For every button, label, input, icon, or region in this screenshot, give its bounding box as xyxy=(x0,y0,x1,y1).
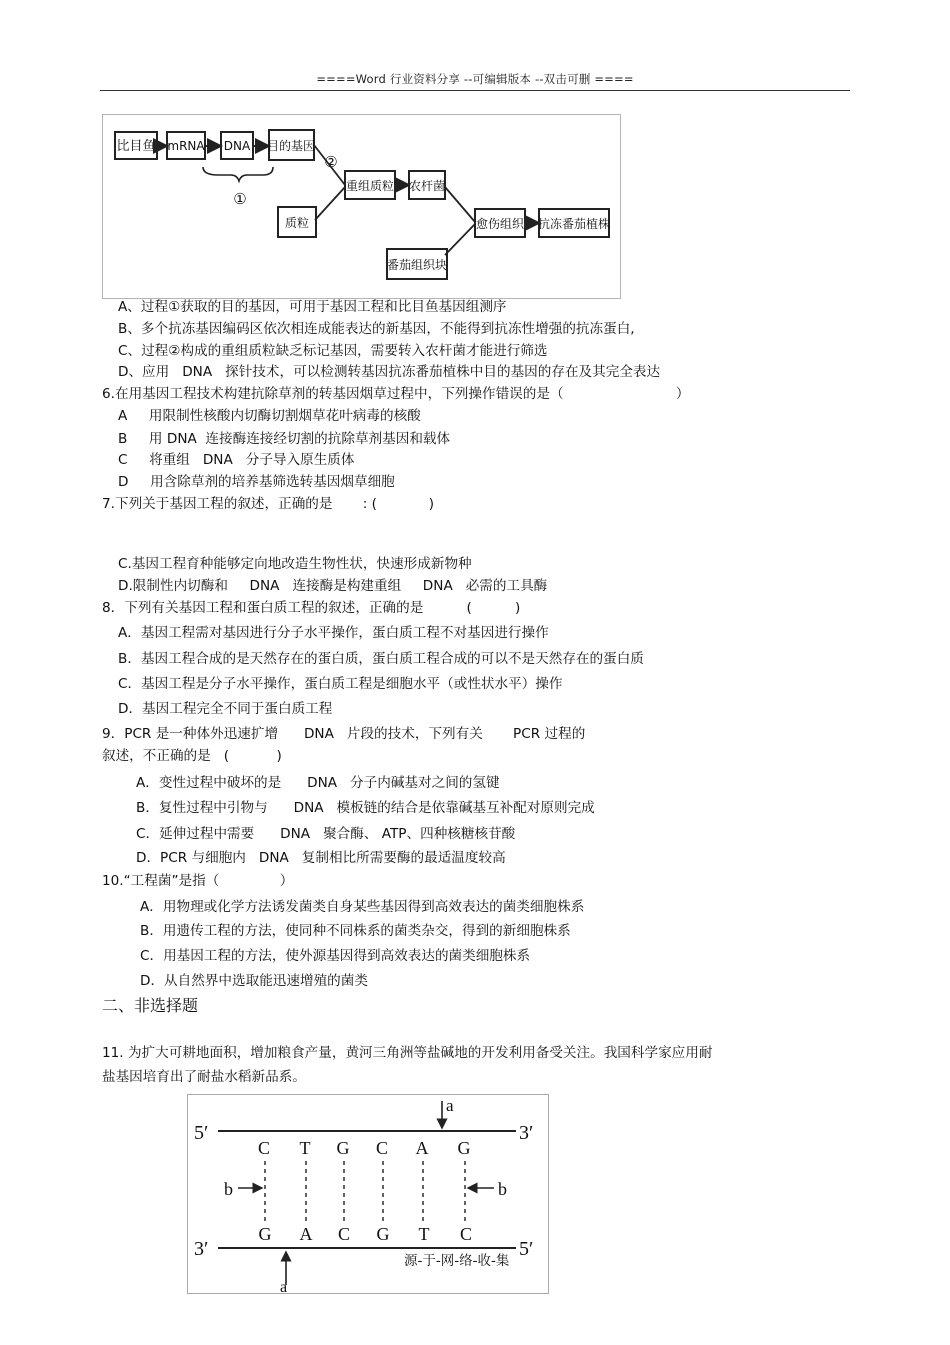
q7-stem: 7.下列关于基因工程的叙述，正确的是 : ( ) xyxy=(102,496,435,512)
flowchart-svg xyxy=(103,115,620,298)
connector xyxy=(445,224,475,255)
bottom-base: C xyxy=(337,1224,351,1244)
bottom-base: G xyxy=(376,1224,390,1244)
process-marker-2: ② xyxy=(324,153,338,171)
q10-option-c: C．用基因工程的方法，使外源基因得到高效表达的菌类细胞株系 xyxy=(140,948,531,964)
q8-option-d: D．基因工程完全不同于蛋白质工程 xyxy=(118,701,333,717)
q11-stem-line1: 11. 为扩大可耕地面积，增加粮食产量，黄河三角洲等盐碱地的开发利用备受关注。我国科学家应用耐 xyxy=(102,1045,713,1061)
box-tomato-tissue-label: 番茄组织块 xyxy=(386,258,448,272)
q9-option-a: A．变性过程中破坏的是 DNA 分子内碱基对之间的氢键 xyxy=(136,775,500,791)
top-strand-5prime: 5′ xyxy=(194,1122,209,1144)
q8-option-a: A．基因工程需对基因进行分子水平操作，蛋白质工程不对基因进行操作 xyxy=(118,625,549,641)
header-rule xyxy=(100,90,850,91)
bottom-base: A xyxy=(299,1224,313,1244)
label-a-top: a xyxy=(446,1096,454,1115)
q9-stem-line2: 叙述，不正确的是 ( ) xyxy=(102,748,282,764)
flowchart-figure xyxy=(102,114,621,299)
top-base: C xyxy=(257,1138,271,1158)
connector xyxy=(314,145,345,185)
q9-option-b: B．复性过程中引物与 DNA 模板链的结合是依靠碱基互补配对原则完成 xyxy=(136,800,595,816)
q5-option-c: C、过程②构成的重组质粒缺乏标记基因，需要转入农杆菌才能进行筛选 xyxy=(118,343,548,359)
process-marker-1: ① xyxy=(233,190,247,208)
q10-option-a: A．用物理或化学方法诱发菌类自身某些基因得到高效表达的菌类细胞株系 xyxy=(140,899,585,915)
q10-stem: 10.“工程菌”是指（ ） xyxy=(102,873,294,889)
box-plasmid-label: 质粒 xyxy=(284,216,310,230)
watermark-text: 源-于-网-络-收-集 xyxy=(404,1253,510,1269)
q8-stem: 8．下列有关基因工程和蛋白质工程的叙述，正确的是 ( ) xyxy=(102,600,521,616)
q9-option-d: D．PCR 与细胞内 DNA 复制相比所需要酶的最适温度较高 xyxy=(136,850,506,866)
q6-option-a: A 用限制性核酸内切酶切割烟草花叶病毒的核酸 xyxy=(118,408,421,424)
q8-option-c: C．基因工程是分子水平操作，蛋白质工程是细胞水平（或性状水平）操作 xyxy=(118,676,563,692)
top-base: C xyxy=(375,1138,389,1158)
box-dna-label: DNA xyxy=(223,139,251,153)
section-heading: 二、非选择题 xyxy=(102,996,199,1015)
q5-option-a: A、过程①获取的目的基因，可用于基因工程和比目鱼基因组测序 xyxy=(118,299,507,315)
label-a-bottom: a xyxy=(280,1279,288,1293)
top-base: A xyxy=(415,1138,429,1158)
bottom-base: C xyxy=(459,1224,473,1244)
dna-strand-figure xyxy=(187,1094,549,1294)
bottom-strand-3prime: 3′ xyxy=(194,1238,209,1260)
top-base: G xyxy=(457,1138,471,1158)
brace xyxy=(203,167,273,181)
q6-option-d: D 用含除草剂的培养基筛选转基因烟草细胞 xyxy=(118,474,395,490)
box-mrna-label: mRNA xyxy=(167,139,205,153)
q5-option-d: D、应用 DNA 探针技术，可以检测转基因抗冻番茄植株中目的基因的存在及其完全表达 xyxy=(118,364,661,380)
q8-option-b: B．基因工程合成的是天然存在的蛋白质，蛋白质工程合成的可以不是天然存在的蛋白质 xyxy=(118,651,644,667)
top-base: G xyxy=(336,1138,350,1158)
box-recombinant-plasmid-label: 重组质粒 xyxy=(345,179,395,193)
bottom-base: G xyxy=(258,1224,272,1244)
q10-option-d: D．从自然界中选取能迅速增殖的菌类 xyxy=(140,973,368,989)
dna-strand-svg xyxy=(188,1095,548,1293)
label-b-right: b xyxy=(498,1179,507,1199)
bottom-base: T xyxy=(418,1224,430,1244)
q9-stem-line1: 9．PCR 是一种体外迅速扩增 DNA 片段的技术，下列有关 PCR 过程的 xyxy=(102,726,586,742)
top-strand-3prime: 3′ xyxy=(519,1122,534,1144)
q7-option-c: C.基因工程育种能够定向地改造生物性状，快速形成新物种 xyxy=(118,556,472,572)
q6-stem: 6.在用基因工程技术构建抗除草剂的转基因烟草过程中，下列操作错误的是（ ） xyxy=(102,386,690,402)
q5-option-b: B、多个抗冻基因编码区依次相连成能表达的新基因，不能得到抗冻性增强的抗冻蛋白, xyxy=(118,321,635,337)
box-antifreeze-plant-label: 抗冻番茄植株 xyxy=(537,217,611,231)
box-callus-label: 愈伤组织 xyxy=(475,217,525,231)
connector xyxy=(445,187,475,222)
page-header: ====Word 行业资料分享 --可编辑版本 --双击可删 ==== xyxy=(316,72,634,86)
q11-stem-line2: 盐基因培育出了耐盐水稻新品系。 xyxy=(102,1069,306,1085)
q6-option-c: C 将重组 DNA 分子导入原生质体 xyxy=(118,452,355,468)
bottom-strand-5prime: 5′ xyxy=(519,1238,534,1260)
q9-option-c: C．延伸过程中需要 DNA 聚合酶、 ATP、四种核糖核苷酸 xyxy=(136,826,516,842)
box-agrobacterium-label: 农杆菌 xyxy=(408,179,446,193)
box-target-gene-label: 目的基因 xyxy=(266,139,316,153)
connector xyxy=(315,187,345,220)
q6-option-b: B 用 DNA 连接酶连接经切割的抗除草剂基因和载体 xyxy=(118,431,451,447)
box-biyuyu-label: 比目鱼 xyxy=(116,139,156,154)
q10-option-b: B．用遗传工程的方法，使同种不同株系的菌类杂交，得到的新细胞株系 xyxy=(140,923,571,939)
q7-option-d: D.限制性内切酶和 DNA 连接酶是构建重组 DNA 必需的工具酶 xyxy=(118,578,548,594)
top-base: T xyxy=(299,1138,311,1158)
label-b-left: b xyxy=(224,1179,233,1199)
